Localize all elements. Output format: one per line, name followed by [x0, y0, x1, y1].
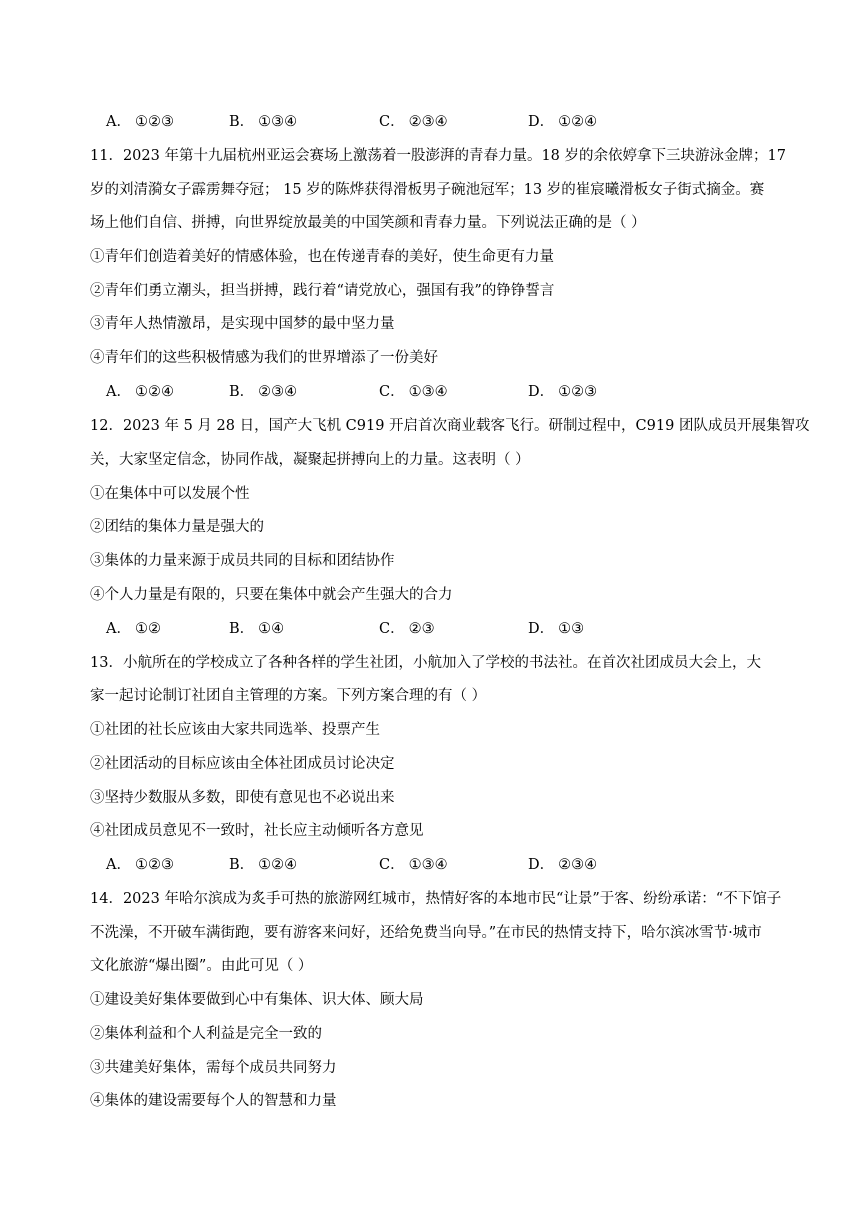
- q14-stem-line-1: 14．2023 年哈尔滨成为炙手可热的旅游网红城市，热情好客的本地市民“让景”于客、纷纷承诺：“不下馆子: [90, 891, 782, 907]
- q13-option-a: A． ①②③: [106, 857, 174, 873]
- q14-statement-3: ③共建美好集体，需每个成员共同努力: [90, 1060, 337, 1076]
- q12-statement-1: ①在集体中可以发展个性: [90, 486, 250, 502]
- q12-statement-4: ④个人力量是有限的，只要在集体中就会产生强大的合力: [90, 587, 453, 603]
- q14-statement-2: ②集体利益和个人利益是完全一致的: [90, 1026, 322, 1042]
- q12-stem-line-1: 12．2023 年 5 月 28 日，国产大飞机 C919 开启首次商业载客飞行。研制过程中，C919 团队成员开展集智攻: [90, 418, 810, 434]
- q13-statement-4: ④社团成员意见不一致时，社长应主动倾听各方意见: [90, 823, 424, 839]
- q13-stem-line-1: 13．小航所在的学校成立了各种各样的学生社团，小航加入了学校的书法社。在首次社团成员大会上，大: [90, 655, 761, 671]
- q12-statement-2: ②团结的集体力量是强大的: [90, 519, 264, 535]
- q11-option-b: B． ②③④: [229, 384, 298, 400]
- q13-option-d: D． ②③④: [528, 857, 598, 873]
- q12-stem-line-2: 关，大家坚定信念，协同作战，凝聚起拼搏向上的力量。这表明（ ）: [90, 452, 530, 468]
- q11-option-a: A． ①②④: [106, 384, 174, 400]
- q12-option-a: A． ①②: [106, 621, 161, 637]
- q11-statement-2: ②青年们勇立潮头，担当拼搏，践行着“请党放心，强国有我”的铮铮誓言: [90, 283, 555, 299]
- q14-stem-line-3: 文化旅游“爆出圈”。由此可见（ ）: [90, 958, 313, 974]
- q11-statement-1: ①青年们创造着美好的情感体验，也在传递青春的美好，使生命更有力量: [90, 249, 554, 265]
- q12-option-d: D． ①③: [528, 621, 585, 637]
- q10-option-b: B． ①③④: [229, 114, 298, 130]
- q13-statement-2: ②社团活动的目标应该由全体社团成员讨论决定: [90, 756, 395, 772]
- q10-option-a: A． ①②③: [106, 114, 174, 130]
- q11-stem-line-3: 场上他们自信、拼搏，向世界绽放最美的中国笑颜和青春力量。下列说法正确的是（ ）: [90, 215, 646, 231]
- q13-stem-line-2: 家一起讨论制订社团自主管理的方案。下列方案合理的有（ ）: [90, 688, 487, 704]
- q11-option-d: D． ①②③: [528, 384, 598, 400]
- q14-statement-1: ①建设美好集体要做到心中有集体、识大体、顾大局: [90, 992, 424, 1008]
- q12-option-b: B． ①④: [229, 621, 285, 637]
- q11-statement-4: ④青年们的这些积极情感为我们的世界增添了一份美好: [90, 350, 438, 366]
- q10-option-c: C． ②③④: [379, 114, 448, 130]
- q11-stem-line-1: 11．2023 年第十九届杭州亚运会赛场上激荡着一股澎湃的青春力量。18 岁的余依婷拿下三块游泳金牌；17: [90, 148, 786, 164]
- q13-option-b: B． ①②④: [229, 857, 298, 873]
- q10-option-d: D． ①②④: [528, 114, 598, 130]
- q13-statement-3: ③坚持少数服从多数，即使有意见也不必说出来: [90, 790, 395, 806]
- q12-option-c: C． ②③: [379, 621, 435, 637]
- q11-stem-line-2: 岁的刘清漪女子霹雳舞夺冠； 15 岁的陈烨获得滑板男子碗池冠军；13 岁的崔宸曦滑板女子街式摘金。赛: [90, 182, 765, 198]
- q13-statement-1: ①社团的社长应该由大家共同选举、投票产生: [90, 722, 380, 738]
- q14-statement-4: ④集体的建设需要每个人的智慧和力量: [90, 1093, 337, 1109]
- q12-statement-3: ③集体的力量来源于成员共同的目标和团结协作: [90, 553, 395, 569]
- q13-option-c: C． ①③④: [379, 857, 448, 873]
- q11-statement-3: ③青年人热情激昂，是实现中国梦的最中坚力量: [90, 316, 395, 332]
- q11-option-c: C． ①③④: [379, 384, 448, 400]
- q14-stem-line-2: 不洗澡，不开破车满街跑，要有游客来问好，还给免费当向导。”在市民的热情支持下，哈尔滨冰雪节·城市: [90, 925, 762, 941]
